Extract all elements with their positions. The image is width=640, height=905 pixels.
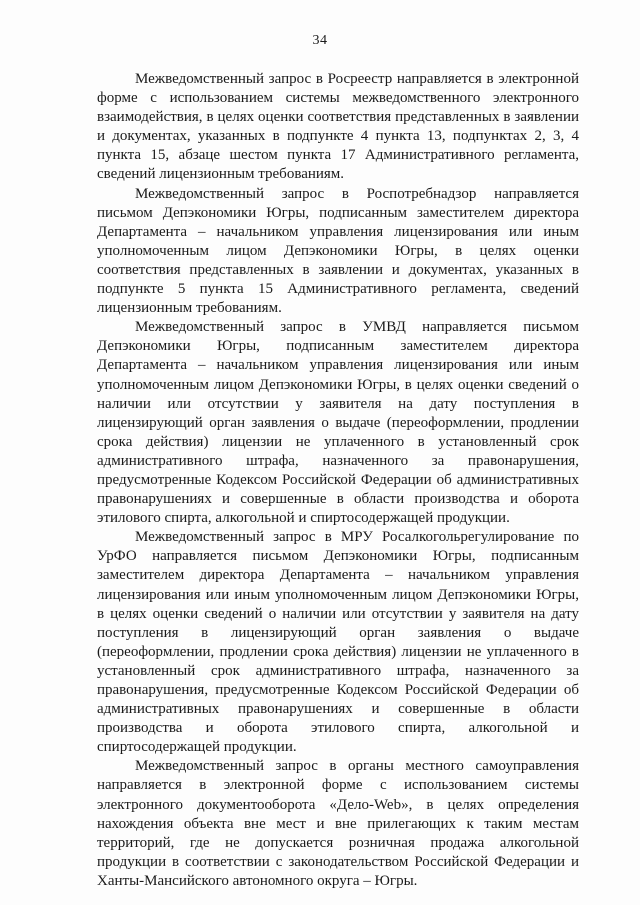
paragraph-rosreestr: Межведомственный запрос в Росреестр направляется в электронной форме с использованием системы межведомственного электронного взаимодействия, в целях оценки соответствия представленных в заявлении и документах, указанных в подпункте 4 пункта 13, подпунктах 2, 3, 4 пункта 15, абзаце шестом пункта 17 Административного регламента, сведений лицензионным требованиям. (97, 71, 579, 183)
document-body (97, 70, 579, 891)
paragraph-mru-rosalkogolregulirovanie: Межведомственный запрос в МРУ Росалкогольрегулирование по УрФО направляется письмом Депэкономики Югры, подписанным заместителем директора Департамента – начальником управления лицензирования или иным уполномоченным лицом Депэкономики Югры, в целях оценки сведений о наличии или отсутствии у заявителя на дату поступления в лицензирующий орган заявления о выдаче (переоформлении, продлении срока действия) лицензии не уплаченного в установленный срок административного штрафа, назначенного за правонарушения, предусмотренные Кодексом Российской Федерации об административных правонарушениях и совершенные в области производства и оборота этилового спирта, алкогольной и спиртосодержащей продукции. (97, 529, 579, 756)
page-number: 34 (312, 33, 328, 48)
paragraph-rospotrebnadzor: Межведомственный запрос в Роспотребнадзор направляется письмом Депэкономики Югры, подписанным заместителем директора Департамента – начальником управления лицензирования или иным уполномоченным лицом Депэкономики Югры, в целях оценки соответствия представленных в заявлении и документах, указанных в подпункте 5 пункта 15 Административного регламента, сведений лицензионным требованиям. (97, 185, 579, 317)
paragraph-local-government: Межведомственный запрос в органы местного самоуправления направляется в электронной форме с использованием системы электронного документооборота «Дело-Web», в целях определения нахождения объекта вне мест и вне прилегающих к таким местам территорий, где не допускается розничная продажа алкогольной продукции в соответствии с законодательством Российской Федерации и Ханты-Мансийского автономного округа – Югры. (97, 758, 579, 889)
paragraph-umvd: Межведомственный запрос в УМВД направляется письмом Депэкономики Югры, подписанным заместителем директора Департамента – начальником управления лицензирования или иным уполномоченным лицом Депэкономики Югры, в целях оценки сведений о наличии или отсутствии у заявителя на дату поступления в лицензирующий орган заявления о выдаче (переоформлении, продлении срока действия) лицензии не уплаченного в установленный срок административного штрафа, назначенного за правонарушения, предусмотренные Кодексом Российской Федерации об административных правонарушениях и совершенные в области производства и оборота этилового спирта, алкогольной и спиртосодержащей продукции. (97, 319, 579, 527)
